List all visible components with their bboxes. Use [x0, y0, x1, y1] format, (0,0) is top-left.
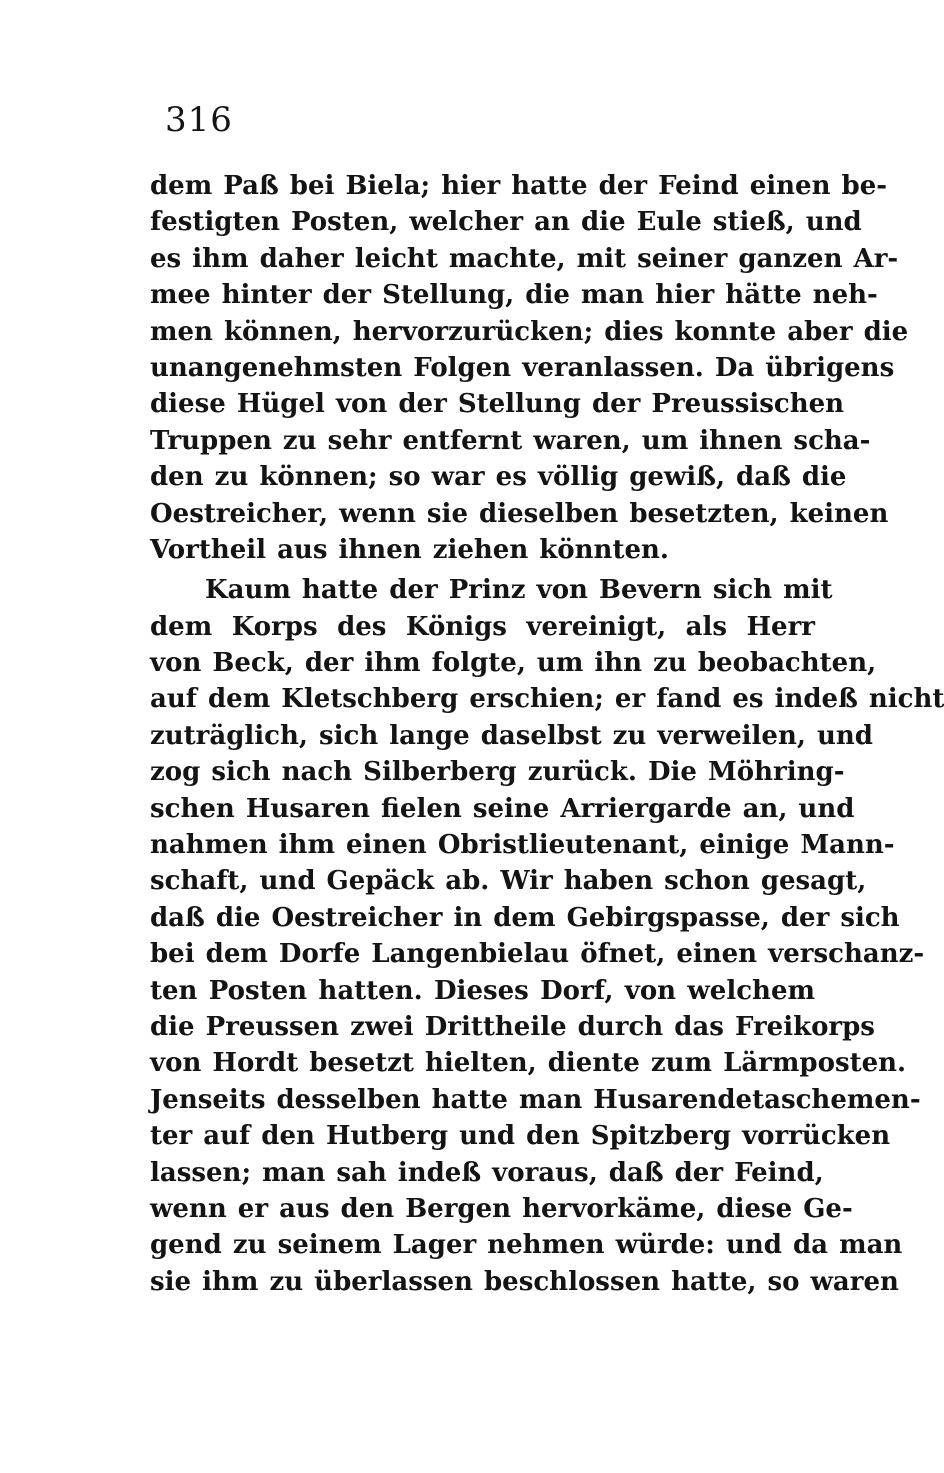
page-number: 316: [165, 100, 233, 140]
text-line: daß die Oestreicher in dem Gebirgspasse, der sich: [150, 902, 900, 933]
text-line: diese Hügel von der Stellung der Preussischen: [150, 389, 845, 420]
text-line: dem Korps des Königs vereinigt, als Herr: [150, 611, 815, 642]
text-line: Vortheil aus ihnen ziehen könnten.: [150, 534, 669, 565]
text-line: es ihm daher leicht machte, mit seiner ganzen Ar-: [150, 243, 899, 274]
text-line: dem Paß bei Biela; hier hatte der Feind einen be-: [150, 171, 888, 201]
text-line: ter auf den Hutberg und den Spitzberg vorrücken: [150, 1121, 891, 1152]
text-line: Kaum hatte der Prinz von Bevern sich mit: [205, 575, 833, 606]
text-line: gend zu seinem Lager nehmen würde: und da man: [150, 1230, 903, 1261]
text-block: [150, 168, 944, 1300]
text-line: lassen; man sah indeß voraus, daß der Feind,: [150, 1157, 824, 1188]
text-line: die Preussen zwei Drittheile durch das Freikorps: [150, 1011, 875, 1042]
text-line: ten Posten hatten. Dieses Dorf, von welchem: [150, 975, 815, 1006]
text-line: von Hordt besetzt hielten, diente zum Lärmposten.: [150, 1048, 907, 1079]
text-line: schaft, und Gepäck ab. Wir haben schon gesagt,: [150, 866, 867, 897]
text-line: wenn er aus den Bergen hervorkäme, diese Ge-: [150, 1193, 853, 1224]
paragraph: [150, 572, 944, 1300]
text-line: mee hinter der Stellung, die man hier hätte neh-: [150, 280, 878, 311]
text-line: zuträglich, sich lange daselbst zu verweilen, und: [150, 720, 873, 751]
text-line: sie ihm zu überlassen beschlossen hatte, so waren: [150, 1266, 899, 1297]
paragraph: [150, 168, 909, 568]
text-line: festigten Posten, welcher an die Eule stieß, und: [150, 207, 862, 238]
text-line: nahmen ihm einen Obristlieutenant, einige Mann-: [150, 830, 895, 861]
text-line: schen Husaren fielen seine Arriergarde an, und: [150, 793, 855, 824]
text-line: von Beck, der ihm folgte, um ihn zu beobachten,: [150, 648, 877, 679]
text-line: Oestreicher, wenn sie dieselben besetzten, keinen: [150, 498, 889, 529]
text-line: zog sich nach Silberberg zurück. Die Möhring-: [150, 757, 845, 788]
text-line: den zu können; so war es völlig gewiß, daß die: [150, 462, 847, 493]
text-line: auf dem Kletschberg erschien; er fand es indeß nicht: [150, 684, 944, 715]
text-line: bei dem Dorfe Langenbielau öfnet, einen verschanz-: [150, 939, 925, 970]
text-line: men können, hervorzurücken; dies konnte aber die: [150, 316, 909, 347]
text-line: Truppen zu sehr entfernt waren, um ihnen scha-: [150, 425, 871, 456]
text-line: Jenseits desselben hatte man Husarendetaschemen-: [150, 1084, 921, 1115]
text-line: unangenehmsten Folgen veranlassen. Da übrigens: [150, 352, 895, 383]
